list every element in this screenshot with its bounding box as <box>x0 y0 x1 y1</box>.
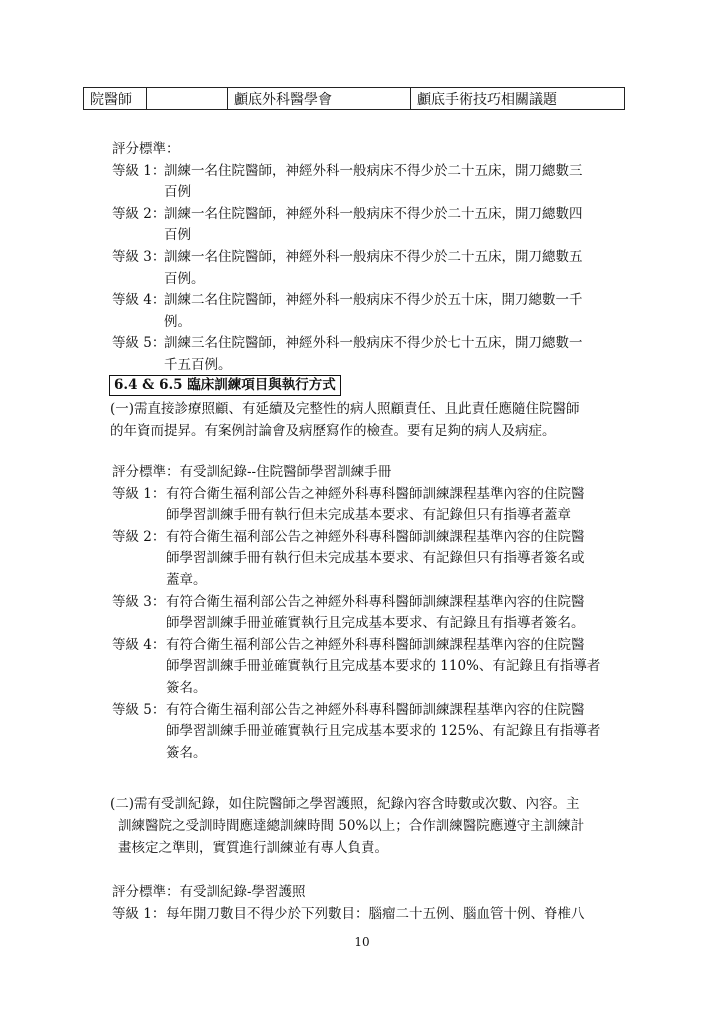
table-cell <box>147 88 228 110</box>
level-text: 有符合衛生福利部公告之神經外科專科醫師訓練課程基準內容的住院醫 <box>166 528 585 545</box>
page-number: 10 <box>354 935 370 949</box>
paragraph-line: (二)需有受訓紀錄，如住院醫師之學習護照，紀錄內容含時數或次數、內容。主 <box>110 796 580 812</box>
paragraph-line: 畫核定之準則，實質進行訓練並有專人負責。 <box>118 840 388 856</box>
level-text: 例。 <box>164 313 191 330</box>
section-heading: 6.4 & 6.5 臨床訓練項目與執行方式 <box>109 375 341 396</box>
level-text: 百例。 <box>164 270 205 287</box>
level-label: 等級 3： <box>112 593 166 610</box>
paragraph-line: (一)需直接診療照顧、有延續及完整性的病人照顧責任、且此責任應隨住院醫師 <box>110 401 580 417</box>
table-cell: 顱底外科醫學會 <box>228 88 411 110</box>
table-row <box>84 88 625 110</box>
level-text: 百例 <box>164 227 191 244</box>
level-label: 等級 3： <box>112 249 166 265</box>
level-label: 等級 4： <box>112 292 166 309</box>
level-text: 師學習訓練手冊並確實執行且完成基本要求的 110%、有記錄且有指導者 <box>166 658 601 675</box>
level-label: 等級 1： <box>112 485 166 502</box>
level-text: 每年開刀數目不得少於下列數目：腦瘤二十五例、腦血管十例、脊椎八 <box>166 905 585 922</box>
paragraph-line: 訓練醫院之受訓時間應達總訓練時間 50%以上；合作訓練醫院應遵守主訓練計 <box>118 818 585 834</box>
level-text: 師學習訓練手冊並確實執行且完成基本要求、有記錄且有指導者簽名。 <box>166 615 585 632</box>
level-text: 師學習訓練手冊有執行但未完成基本要求、有記錄但只有指導者簽名或 <box>166 550 585 567</box>
level-text: 百例 <box>164 184 191 201</box>
level-text: 千五百例。 <box>164 357 232 373</box>
level-text: 有符合衛生福利部公告之神經外科專科醫師訓練課程基準內容的住院醫 <box>166 636 585 653</box>
table-cell: 顱底手術技巧相關議題 <box>411 88 625 110</box>
level-text: 師學習訓練手冊並確實執行且完成基本要求的 125%、有記錄且有指導者 <box>166 723 601 740</box>
level-label: 等級 5： <box>112 335 166 352</box>
level-text: 簽名。 <box>166 744 207 761</box>
level-label: 等級 1： <box>112 162 166 179</box>
level-label: 等級 4： <box>112 636 166 653</box>
level-text: 訓練一名住院醫師，神經外科一般病床不得少於二十五床，開刀總數四 <box>164 205 583 222</box>
table-cell: 院醫師 <box>84 88 147 110</box>
criteria-title: 評分標準： <box>112 141 180 157</box>
level-text: 訓練一名住院醫師，神經外科一般病床不得少於二十五床，開刀總數五 <box>164 249 583 265</box>
assignment-table <box>83 87 625 110</box>
criteria-title: 評分標準：有受訓紀錄-學習護照 <box>112 884 306 900</box>
level-text: 有符合衛生福利部公告之神經外科專科醫師訓練課程基準內容的住院醫 <box>166 485 585 502</box>
level-text: 有符合衛生福利部公告之神經外科專科醫師訓練課程基準內容的住院醫 <box>166 593 585 610</box>
paragraph-line: 的年資而提昇。有案例討論會及病歷寫作的檢查。要有足夠的病人及病症。 <box>110 422 556 439</box>
level-label: 等級 5： <box>112 701 166 718</box>
level-text: 簽名。 <box>166 680 207 696</box>
level-text: 訓練二名住院醫師，神經外科一般病床不得少於五十床，開刀總數一千 <box>164 292 583 309</box>
level-text: 訓練三名住院醫師，神經外科一般病床不得少於七十五床，開刀總數一 <box>164 335 583 352</box>
level-text: 有符合衛生福利部公告之神經外科專科醫師訓練課程基準內容的住院醫 <box>166 701 585 718</box>
level-text: 訓練一名住院醫師，神經外科一般病床不得少於二十五床，開刀總數三 <box>164 162 583 179</box>
level-text: 蓋章。 <box>166 572 207 588</box>
level-label: 等級 1： <box>112 905 166 922</box>
level-label: 等級 2： <box>112 528 166 545</box>
level-text: 師學習訓練手冊有執行但未完成基本要求、有記錄但只有指導者蓋章 <box>166 507 571 524</box>
criteria-title: 評分標準：有受訓紀錄--住院醫師學習訓練手冊 <box>112 464 392 480</box>
level-label: 等級 2： <box>112 205 166 222</box>
